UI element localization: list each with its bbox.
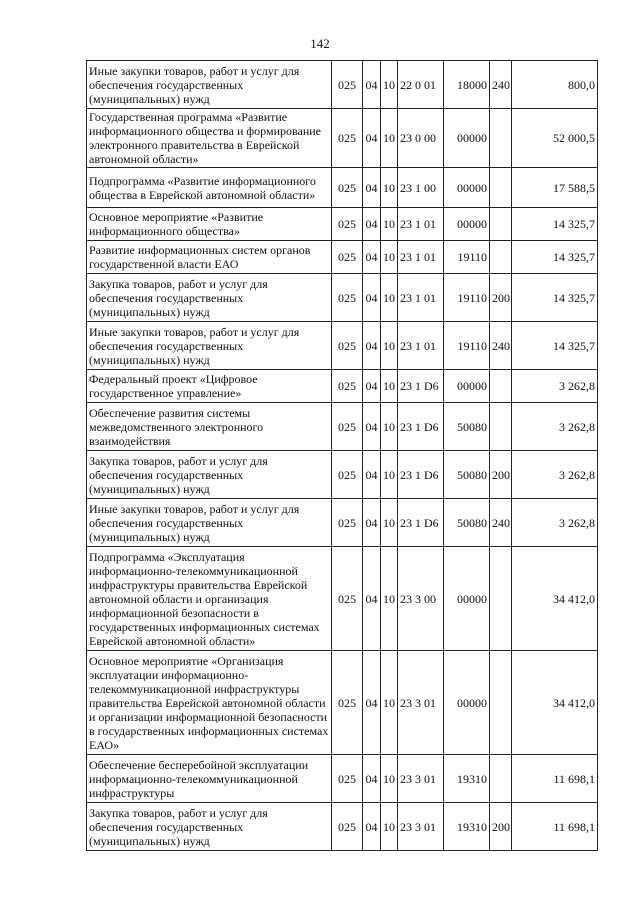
table-row	[87, 322, 598, 370]
table-row	[87, 274, 598, 322]
table-row	[87, 109, 598, 168]
subsection-code-cell: 10	[381, 274, 398, 322]
target-article-direction-cell: 50080	[444, 403, 490, 451]
target-article-program-cell: 23 3 01	[398, 651, 444, 755]
amount-cell: 14 325,7	[512, 208, 598, 241]
target-article-direction-cell: 50080	[444, 499, 490, 547]
subsection-code-cell: 10	[381, 755, 398, 803]
ministry-code-cell: 025	[332, 274, 363, 322]
row-name-cell: Подпрограмма «Развитие информационного общества в Еврейской автономной области»	[87, 168, 332, 208]
target-article-program-cell: 23 1 D6	[398, 499, 444, 547]
amount-cell: 34 412,0	[512, 651, 598, 755]
target-article-program-cell: 23 1 01	[398, 322, 444, 370]
target-article-program-cell: 23 1 01	[398, 241, 444, 274]
table-row	[87, 61, 598, 109]
target-article-direction-cell: 00000	[444, 370, 490, 403]
budget-table	[86, 60, 598, 851]
amount-cell: 3 262,8	[512, 370, 598, 403]
row-name-cell: Обеспечение развития системы межведомственного электронного взаимодействия	[87, 403, 332, 451]
expense-type-cell: 200	[490, 803, 512, 851]
amount-cell: 17 588,5	[512, 168, 598, 208]
subsection-code-cell: 10	[381, 651, 398, 755]
target-article-direction-cell: 00000	[444, 208, 490, 241]
amount-cell: 3 262,8	[512, 499, 598, 547]
expense-type-cell	[490, 208, 512, 241]
table-row	[87, 370, 598, 403]
section-code-cell: 04	[363, 61, 381, 109]
subsection-code-cell: 10	[381, 370, 398, 403]
target-article-program-cell: 23 1 D6	[398, 370, 444, 403]
expense-type-cell	[490, 168, 512, 208]
subsection-code-cell: 10	[381, 803, 398, 851]
row-name-cell: Основное мероприятие «Организация эксплуатации информационно-телекоммуникационной инфраструктуры правительства Еврейской автономной области и организации информационной безопасности в государственных информационных системах ЕАО»	[87, 651, 332, 755]
target-article-program-cell: 22 0 01	[398, 61, 444, 109]
row-name-cell: Закупка товаров, работ и услуг для обеспечения государственных (муниципальных) нужд	[87, 451, 332, 499]
target-article-direction-cell: 19110	[444, 241, 490, 274]
table-row	[87, 547, 598, 651]
amount-cell: 800,0	[512, 61, 598, 109]
section-code-cell: 04	[363, 370, 381, 403]
expense-type-cell	[490, 651, 512, 755]
target-article-program-cell: 23 3 01	[398, 803, 444, 851]
target-article-direction-cell: 19310	[444, 803, 490, 851]
table-row	[87, 208, 598, 241]
subsection-code-cell: 10	[381, 168, 398, 208]
subsection-code-cell: 10	[381, 208, 398, 241]
subsection-code-cell: 10	[381, 322, 398, 370]
ministry-code-cell: 025	[332, 403, 363, 451]
ministry-code-cell: 025	[332, 322, 363, 370]
section-code-cell: 04	[363, 274, 381, 322]
table-row	[87, 755, 598, 803]
expense-type-cell: 240	[490, 61, 512, 109]
ministry-code-cell: 025	[332, 61, 363, 109]
amount-cell: 52 000,5	[512, 109, 598, 168]
subsection-code-cell: 10	[381, 499, 398, 547]
row-name-cell: Обеспечение бесперебойной эксплуатации информационно-телекоммуникационной инфраструктуры	[87, 755, 332, 803]
ministry-code-cell: 025	[332, 208, 363, 241]
expense-type-cell: 200	[490, 274, 512, 322]
row-name-cell: Иные закупки товаров, работ и услуг для обеспечения государственных (муниципальных) нужд	[87, 499, 332, 547]
budget-table-body	[87, 61, 598, 851]
expense-type-cell	[490, 241, 512, 274]
ministry-code-cell: 025	[332, 168, 363, 208]
target-article-program-cell: 23 1 01	[398, 208, 444, 241]
expense-type-cell	[490, 403, 512, 451]
row-name-cell: Развитие информационных систем органов государственной власти ЕАО	[87, 241, 332, 274]
expense-type-cell	[490, 547, 512, 651]
target-article-program-cell: 23 1 00	[398, 168, 444, 208]
table-row	[87, 451, 598, 499]
section-code-cell: 04	[363, 168, 381, 208]
amount-cell: 14 325,7	[512, 322, 598, 370]
target-article-program-cell: 23 3 01	[398, 755, 444, 803]
ministry-code-cell: 025	[332, 651, 363, 755]
row-name-cell: Закупка товаров, работ и услуг для обеспечения государственных (муниципальных) нужд	[87, 803, 332, 851]
amount-cell: 3 262,8	[512, 403, 598, 451]
target-article-direction-cell: 19310	[444, 755, 490, 803]
ministry-code-cell: 025	[332, 451, 363, 499]
target-article-direction-cell: 00000	[444, 547, 490, 651]
table-row	[87, 499, 598, 547]
amount-cell: 34 412,0	[512, 547, 598, 651]
section-code-cell: 04	[363, 109, 381, 168]
section-code-cell: 04	[363, 499, 381, 547]
target-article-direction-cell: 18000	[444, 61, 490, 109]
subsection-code-cell: 10	[381, 61, 398, 109]
subsection-code-cell: 10	[381, 109, 398, 168]
ministry-code-cell: 025	[332, 547, 363, 651]
target-article-direction-cell: 00000	[444, 168, 490, 208]
target-article-direction-cell: 00000	[444, 109, 490, 168]
ministry-code-cell: 025	[332, 109, 363, 168]
row-name-cell: Закупка товаров, работ и услуг для обеспечения государственных (муниципальных) нужд	[87, 274, 332, 322]
table-row	[87, 403, 598, 451]
row-name-cell: Основное мероприятие «Развитие информационного общества»	[87, 208, 332, 241]
row-name-cell: Федеральный проект «Цифровое государственное управление»	[87, 370, 332, 403]
subsection-code-cell: 10	[381, 241, 398, 274]
section-code-cell: 04	[363, 208, 381, 241]
table-row	[87, 803, 598, 851]
ministry-code-cell: 025	[332, 755, 363, 803]
target-article-program-cell: 23 1 01	[398, 274, 444, 322]
ministry-code-cell: 025	[332, 499, 363, 547]
section-code-cell: 04	[363, 451, 381, 499]
table-row	[87, 651, 598, 755]
target-article-program-cell: 23 3 00	[398, 547, 444, 651]
page-number: 142	[310, 36, 330, 51]
table-row	[87, 168, 598, 208]
amount-cell: 11 698,1	[512, 755, 598, 803]
target-article-direction-cell: 00000	[444, 651, 490, 755]
target-article-program-cell: 23 0 00	[398, 109, 444, 168]
section-code-cell: 04	[363, 651, 381, 755]
target-article-direction-cell: 19110	[444, 274, 490, 322]
target-article-direction-cell: 19110	[444, 322, 490, 370]
amount-cell: 14 325,7	[512, 274, 598, 322]
expense-type-cell: 240	[490, 322, 512, 370]
expense-type-cell: 240	[490, 499, 512, 547]
ministry-code-cell: 025	[332, 803, 363, 851]
subsection-code-cell: 10	[381, 451, 398, 499]
row-name-cell: Подпрограмма «Эксплуатация информационно-телекоммуникационной инфраструктуры правительства Еврейской автономной области и организация информационной безопасности в государственных информационных системах Еврейской автономной области»	[87, 547, 332, 651]
ministry-code-cell: 025	[332, 241, 363, 274]
ministry-code-cell: 025	[332, 370, 363, 403]
section-code-cell: 04	[363, 547, 381, 651]
amount-cell: 3 262,8	[512, 451, 598, 499]
table-row	[87, 241, 598, 274]
expense-type-cell	[490, 109, 512, 168]
section-code-cell: 04	[363, 241, 381, 274]
expense-type-cell	[490, 755, 512, 803]
expense-type-cell	[490, 370, 512, 403]
amount-cell: 14 325,7	[512, 241, 598, 274]
subsection-code-cell: 10	[381, 403, 398, 451]
subsection-code-cell: 10	[381, 547, 398, 651]
target-article-program-cell: 23 1 D6	[398, 451, 444, 499]
section-code-cell: 04	[363, 322, 381, 370]
target-article-program-cell: 23 1 D6	[398, 403, 444, 451]
section-code-cell: 04	[363, 403, 381, 451]
target-article-direction-cell: 50080	[444, 451, 490, 499]
row-name-cell: Иные закупки товаров, работ и услуг для обеспечения государственных (муниципальных) нужд	[87, 61, 332, 109]
section-code-cell: 04	[363, 803, 381, 851]
row-name-cell: Государственная программа «Развитие информационного общества и формирование электронного правительства в Еврейской автономной области»	[87, 109, 332, 168]
section-code-cell: 04	[363, 755, 381, 803]
expense-type-cell: 200	[490, 451, 512, 499]
amount-cell: 11 698,1	[512, 803, 598, 851]
row-name-cell: Иные закупки товаров, работ и услуг для обеспечения государственных (муниципальных) нужд	[87, 322, 332, 370]
